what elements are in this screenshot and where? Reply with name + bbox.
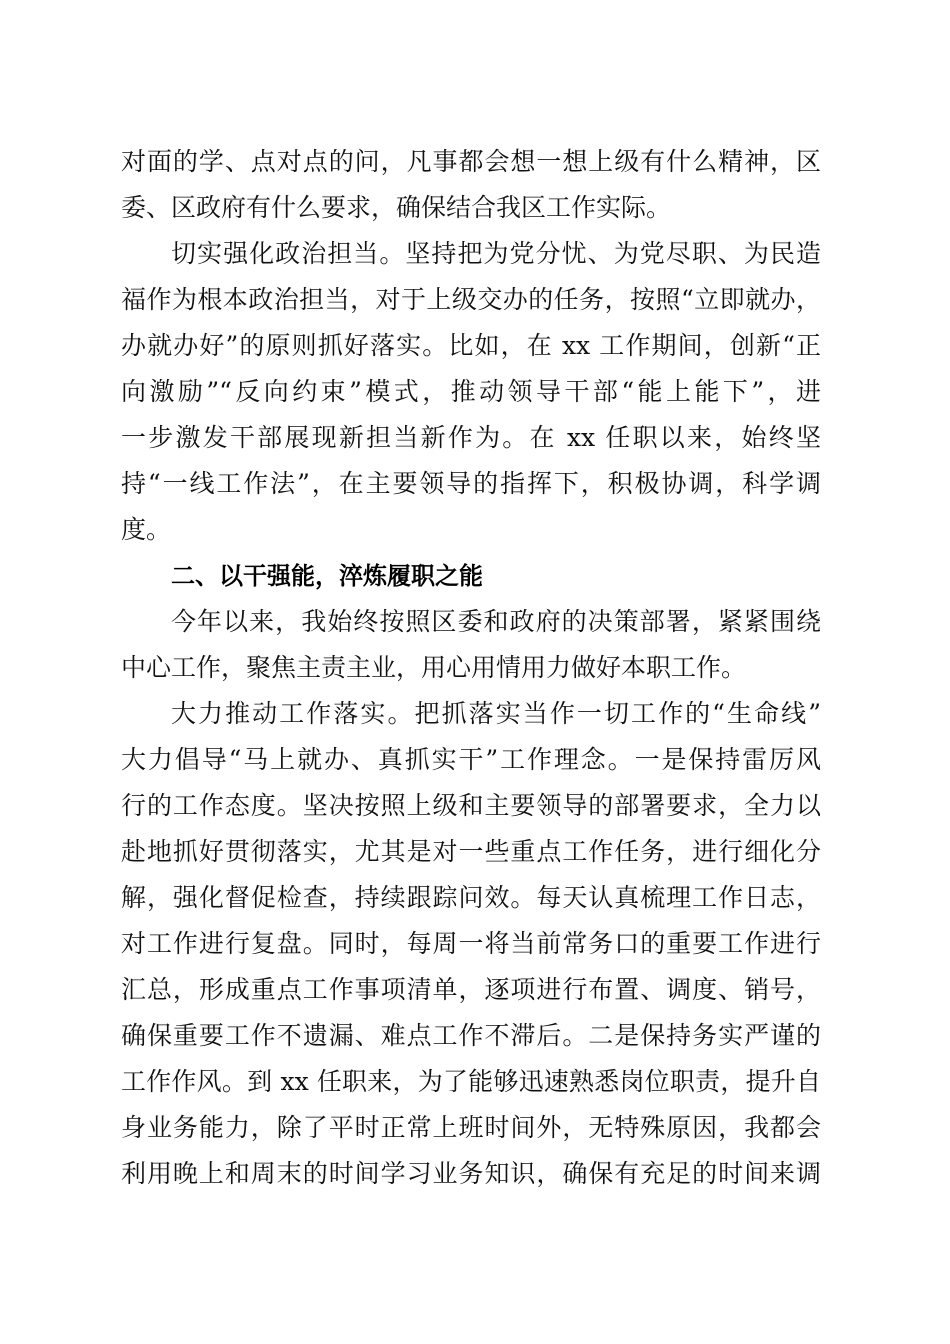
text-line: 度。 bbox=[121, 515, 172, 544]
text-line: 汇总，形成重点工作事项清单，逐项进行布置、调度、销号， bbox=[121, 975, 821, 1004]
text-line: 身业务能力，除了平时正常上班时间外，无特殊原因，我都会 bbox=[121, 1113, 821, 1142]
text-line: 解，强化督促检查，持续跟踪问效。每天认真梳理工作日志， bbox=[121, 883, 821, 912]
text-line: 赴地抓好贯彻落实，尤其是对一些重点工作任务，进行细化分 bbox=[121, 837, 821, 866]
text-line: 工作作风。到 xx 任职来，为了能够迅速熟悉岗位职责，提升自 bbox=[121, 1067, 821, 1096]
paragraph-start-line: 大力推动工作落实。把抓落实当作一切工作的“生命线” bbox=[171, 699, 821, 728]
text-line: 确保重要工作不遗漏、难点工作不滞后。二是保持务实严谨的 bbox=[121, 1021, 821, 1050]
text-line: 行的工作态度。坚决按照上级和主要领导的部署要求，全力以 bbox=[121, 791, 821, 820]
text-line: 委、区政府有什么要求，确保结合我区工作实际。 bbox=[121, 193, 672, 222]
text-line: 对工作进行复盘。同时，每周一将当前常务口的重要工作进行 bbox=[121, 929, 821, 958]
text-line: 对面的学、点对点的问，凡事都会想一想上级有什么精神，区 bbox=[121, 147, 821, 176]
text-line: 利用晚上和周末的时间学习业务知识，确保有充足的时间来调 bbox=[121, 1159, 821, 1188]
section-heading: 二、以干强能，淬炼履职之能 bbox=[171, 562, 483, 590]
text-line: 中心工作，聚焦主责主业，用心用情用力做好本职工作。 bbox=[121, 653, 747, 682]
text-line: 办就办好”的原则抓好落实。比如，在 xx 工作期间，创新“正 bbox=[121, 331, 821, 360]
text-line: 福作为根本政治担当，对于上级交办的任务，按照“立即就办， bbox=[121, 285, 821, 314]
text-line: 持“一线工作法”，在主要领导的指挥下，积极协调，科学调 bbox=[121, 469, 821, 498]
paragraph-start-line: 今年以来，我始终按照区委和政府的决策部署，紧紧围绕 bbox=[171, 607, 821, 636]
text-line: 向激励”“反向约束”模式，推动领导干部“能上能下”，进 bbox=[121, 377, 821, 406]
paragraph-start-line: 切实强化政治担当。坚持把为党分忧、为党尽职、为民造 bbox=[171, 239, 821, 268]
text-line: 一步激发干部展现新担当新作为。在 xx 任职以来，始终坚 bbox=[121, 423, 821, 452]
document-body bbox=[121, 139, 821, 1197]
text-line: 大力倡导“马上就办、真抓实干”工作理念。一是保持雷厉风 bbox=[121, 745, 821, 774]
